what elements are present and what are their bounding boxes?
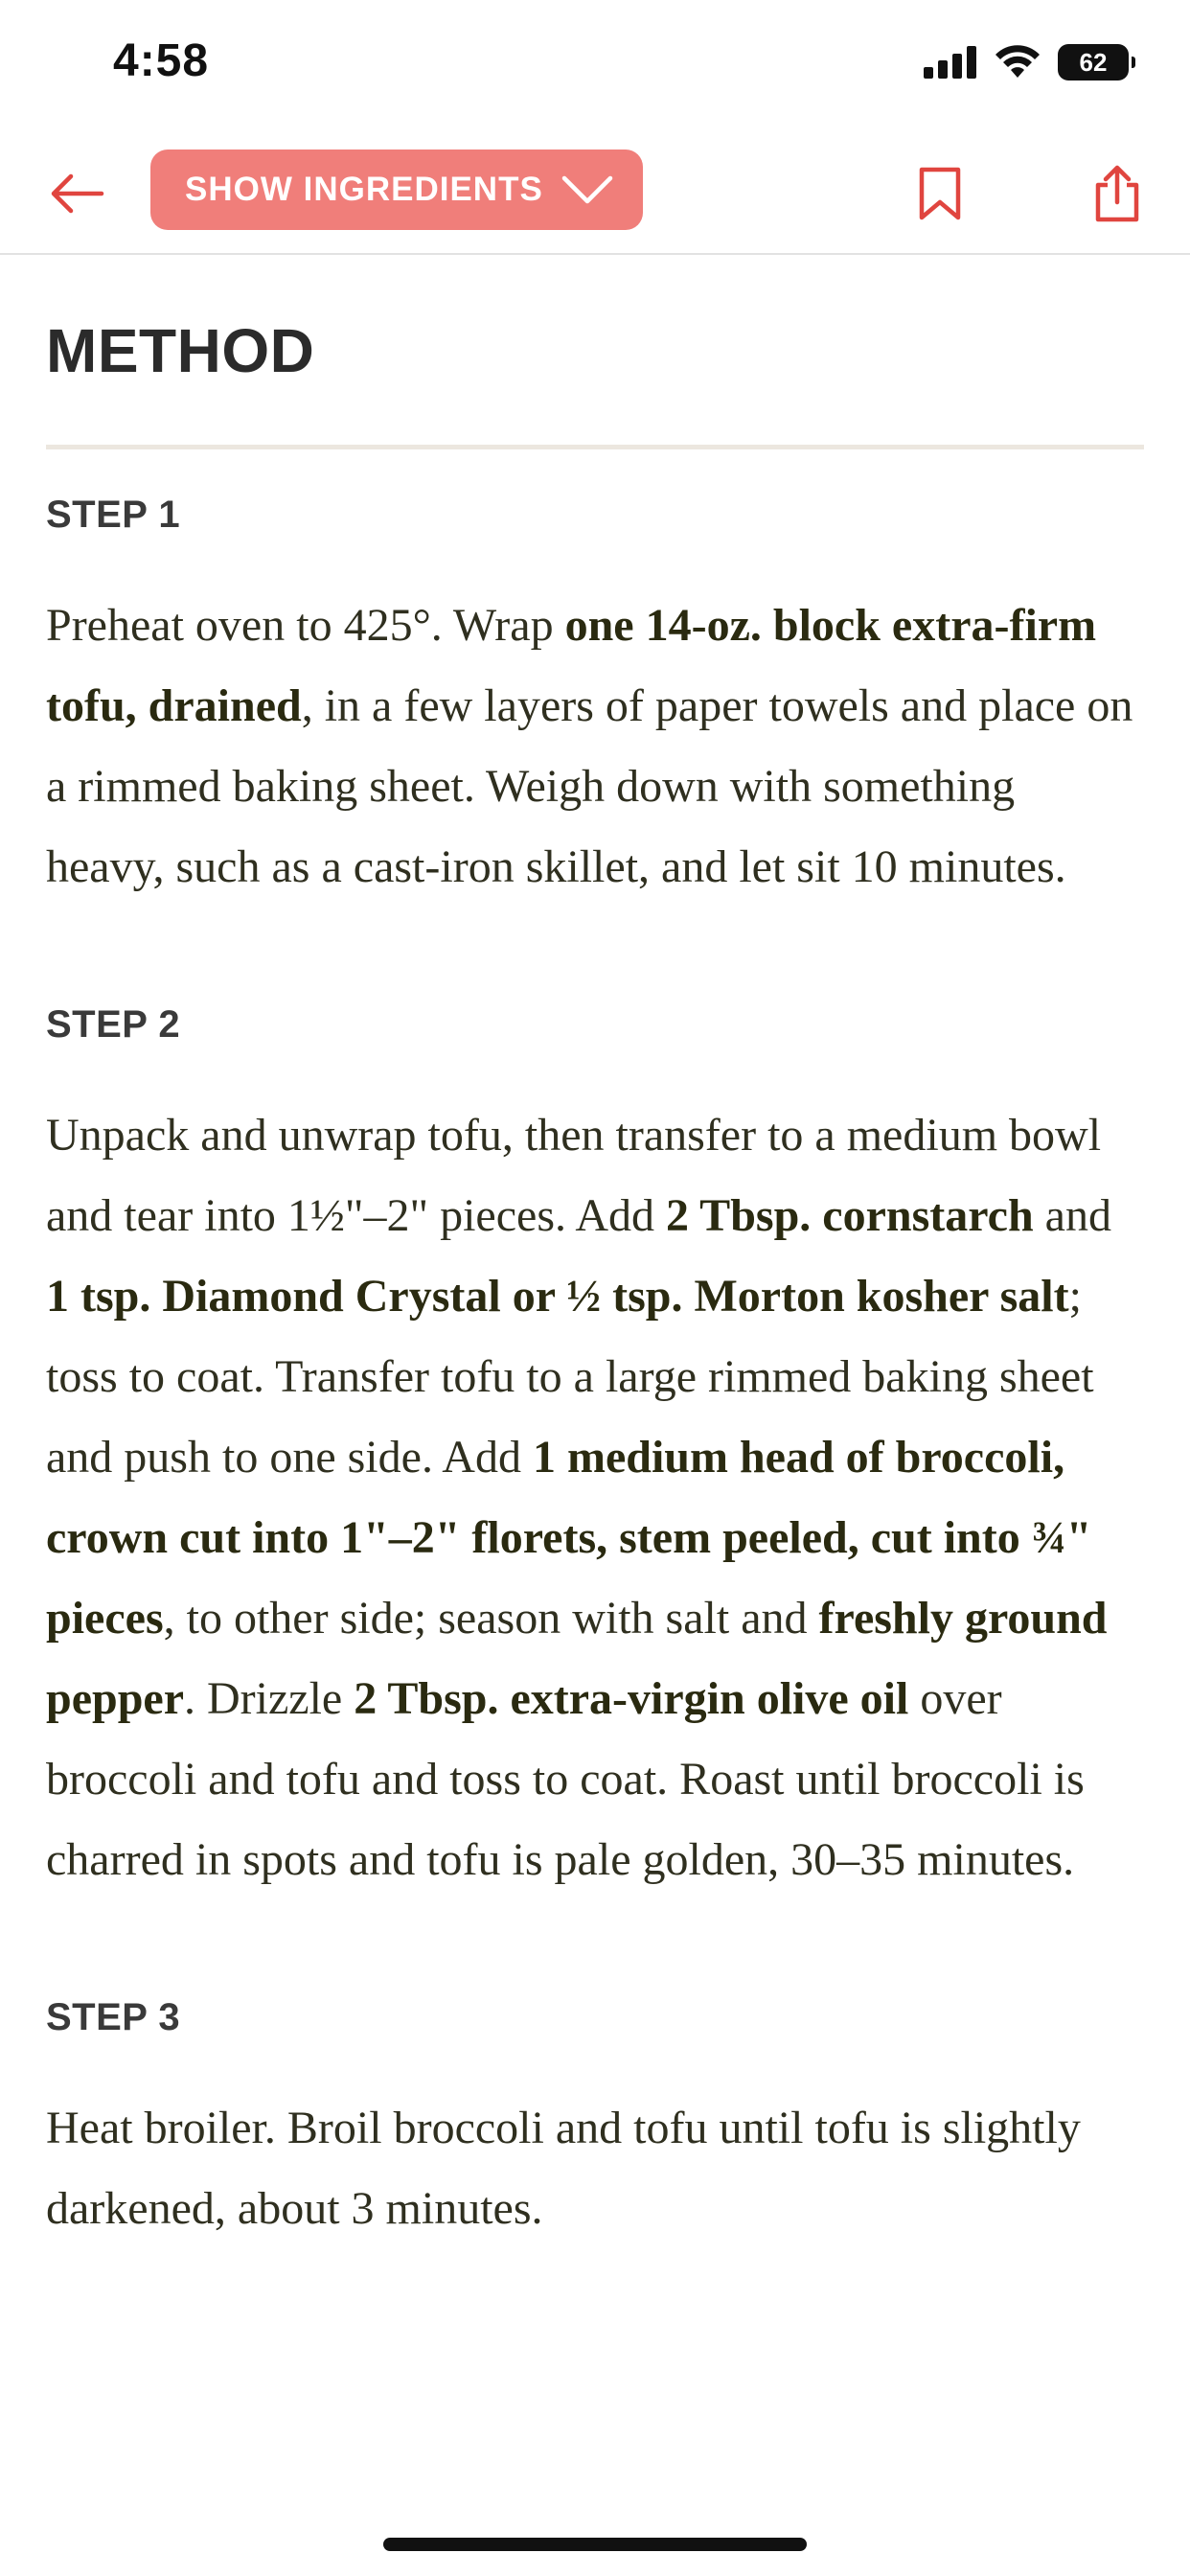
step-2-text [46,1095,1144,1900]
step-3-label: STEP 3 [46,1996,181,2038]
wifi-icon [995,45,1041,80]
share-button[interactable] [1081,155,1154,232]
step-3-text [46,2088,1144,2249]
step-text-segment: over broccoli and tofu and toss to coat. Roast until broccoli is charred in spots and tofu is pale golden, 30–35 minutes. [46,1673,1085,1885]
ingredient-highlight: 1 medium head of broccoli, crown cut into 1"–2" florets, stem peeled, cut into ¾" pieces [46,1432,1092,1644]
ingredient-highlight: freshly ground pepper [46,1593,1108,1724]
step-1-text [46,586,1144,908]
bookmark-icon [918,166,962,221]
battery-level: 62 [1079,47,1108,77]
ingredient-highlight: 1 tsp. Diamond Crystal or ½ tsp. Morton kosher salt [46,1271,1069,1322]
status-icons [924,44,1129,80]
step-1-label: STEP 1 [46,494,181,536]
step-text-segment: Unpack and unwrap tofu, then transfer to a medium bowl and tear into 1½"–2" pieces. Add [46,1110,1102,1241]
step-text-segment: , in a few layers of paper towels and place on a rimmed baking sheet. Weigh down with something heavy, such as a cast-iron skillet, and let sit 10 minutes. [46,680,1133,892]
share-icon [1092,164,1142,223]
cellular-signal-icon [924,46,977,79]
show-ingredients-label: SHOW INGREDIENTS [185,171,543,208]
step-text-segment: and [1033,1190,1111,1241]
step-text-segment: . Drizzle [184,1673,355,1724]
status-bar [0,0,1190,134]
step-text-segment: ; toss to coat. Transfer tofu to a large rimmed baking sheet and push to one side. Add [46,1271,1094,1483]
step-2-label: STEP 2 [46,1003,181,1046]
method-title: METHOD [46,316,315,385]
step-text-segment: Heat broiler. Broil broccoli and tofu until tofu is slightly darkened, about 3 minutes. [46,2103,1081,2234]
show-ingredients-button[interactable] [150,150,643,230]
ingredient-highlight: 2 Tbsp. cornstarch [666,1190,1034,1241]
home-indicator[interactable] [383,2538,807,2551]
method-section [46,253,1144,2249]
ingredient-highlight: 2 Tbsp. extra-virgin olive oil [354,1673,909,1724]
arrow-left-icon [48,172,105,215]
chevron-down-icon [561,169,614,211]
section-divider [46,445,1144,449]
step-text-segment: Preheat oven to 425°. Wrap [46,600,565,651]
back-button[interactable] [42,159,111,228]
battery-indicator [1058,44,1129,80]
bookmark-button[interactable] [908,157,972,230]
step-text-segment: , to other side; season with salt and [163,1593,819,1644]
ingredient-highlight: one 14-oz. block extra-firm tofu, drained [46,600,1097,731]
recipe-toolbar [0,134,1190,255]
status-time: 4:58 [113,35,210,86]
